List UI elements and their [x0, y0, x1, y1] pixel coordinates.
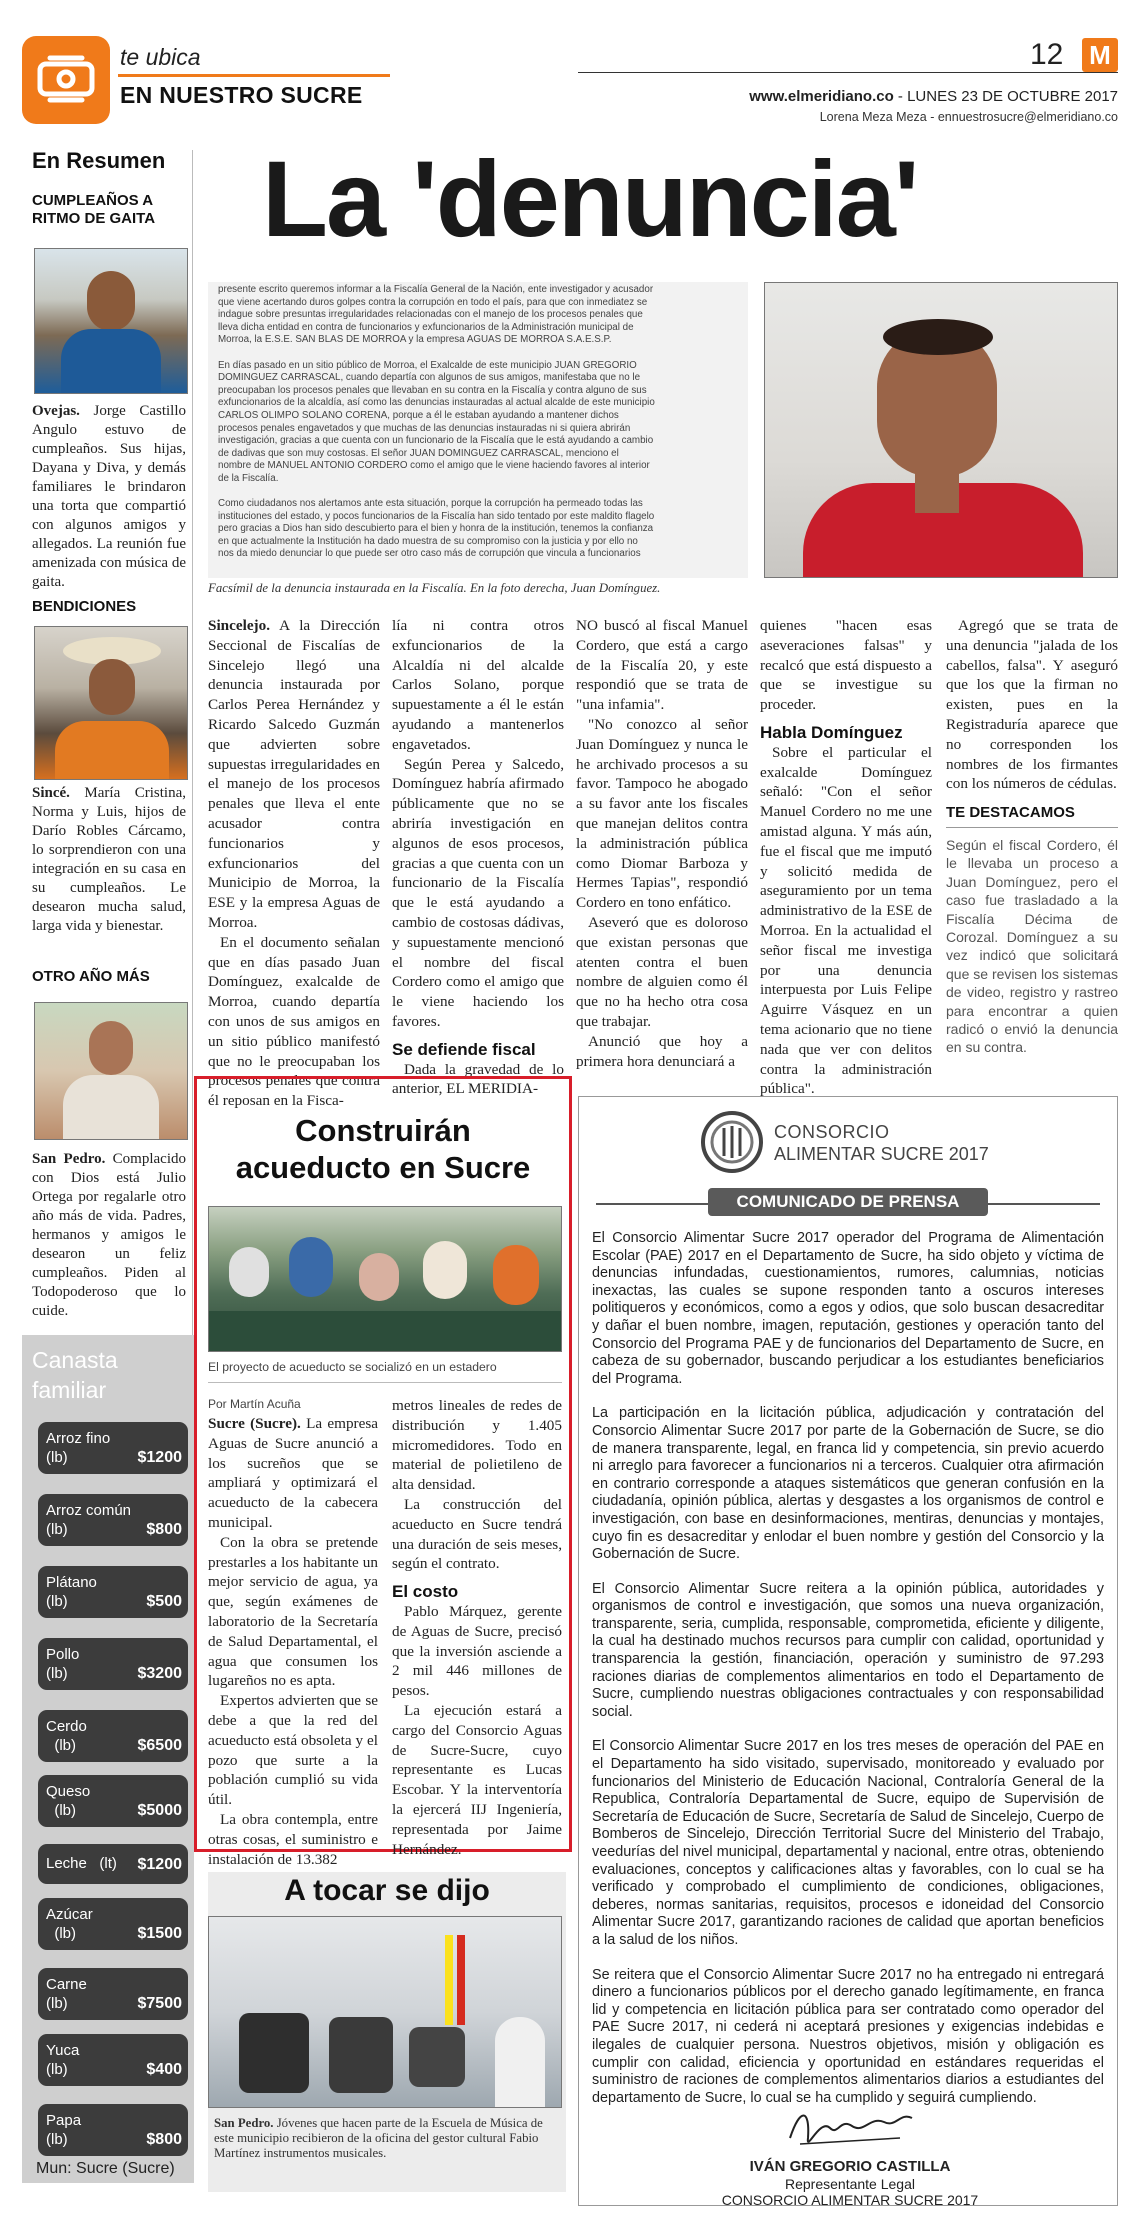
facsimile-line: procesos penales engavetados y que muchas de las denuncias instauradas ni si quiera abrirán — [218, 422, 631, 434]
te-destacamos-title: TE DESTACAMOS — [946, 804, 1075, 821]
price-row: Leche (lt) $1200 — [38, 1844, 188, 1884]
price-row: Yuca (lb) $400 — [38, 2034, 188, 2086]
consorcio-logo-line2: ALIMENTAR SUCRE 2017 — [774, 1144, 989, 1164]
price-value: $1200 — [137, 1856, 182, 1873]
price-row: Queso (lb) $5000 — [38, 1775, 188, 1827]
acueducto-caption-rule — [208, 1382, 562, 1383]
website: www.elmeridiano.co — [749, 88, 894, 105]
facsimile-line — [218, 347, 738, 360]
dateline-sincelejo: Sincelejo. — [208, 617, 271, 634]
canasta-title: Canasta familiar — [32, 1347, 118, 1403]
sidebar-place-3: San Pedro. — [32, 1151, 106, 1167]
facsimile-line: de dadivas que son muy costosas. El señor JUAN DOMINGUEZ CARRASCAL, menciono el — [218, 447, 619, 459]
comunicado-paragraph: Se reitera que el Consorcio Alimentar Sucre 2017 no ha entregado ni entregará dinero a funcionarios públicos por el derecho ganado legítimamente, en franca lid y competencia en licitación pública para ser contratado como operador del PAE Sucre 2017, ni cederá ni aceptará presiones y exigencias indebidas e ilegales de cualquier persona. Nuestros objetivos, misión y obligación es cumplir con calidad, eficiencia y oportunidad en estándares requeridas el suministro de raciones de complementos alimentarios diarios a estudiantes del departamento de Sucre, lo cual se ha cumplido y seguirá cumpliendo. — [592, 1966, 1104, 2106]
acueducto-col-1: Sucre (Sucre). La empresa Aguas de Sucre anunció a los sucreños que se ampliará y optimizará el acueducto de la cabecera municipal. Con la obra se pretende prestarles a los habitante un mejor servicio de agua, ya que, según exámenes de laboratorio de la Secretaría de Salud Departamental, el agua que consumen los lugareños no es apta. Expertos advierten que se debe a que la red del acueducto está obsoleta y el pozo que surte a la población cumplió su vida útil. La obra contempla, entre otras cosas, el suministro e instalación de 13.382 — [208, 1415, 378, 1868]
sidebar-place-1: Ovejas. — [32, 403, 80, 419]
facsimile-line: nos da miedo denunciar lo que puede ser otro caso más de corrupción que vincula a funcionarios — [218, 548, 641, 560]
header-divider — [578, 72, 1118, 73]
comunicado-banner: COMUNICADO DE PRENSA — [708, 1188, 988, 1216]
photo-dario-robles — [34, 626, 188, 780]
sidebar-heading-2: BENDICIONES — [32, 598, 137, 615]
facsimile-line: pero gracias a Dios han sido descubierto para el bien y honra de la institución, tenemos la confianza — [218, 523, 654, 535]
subhead-el-costo: El costo — [392, 1582, 459, 1602]
main-col-1: Sincelejo. A la Dirección Seccional de Fiscalías de Sincelejo llegó una denuncia instaurada por Carlos Perea Hernández y Ricardo Salcedo Guzmán que advierten sobre supuestas irregularidades en el manejo de los procesos penales que lleva el ente acusador contra funcionarios y exfuncionarios del Municipio de Morroa, la ESE y la empresa Aguas de Morroa. En el documento señalan que en días pasado Juan Domínguez, exalcalde de Morroa, cuando departía con unos de sus amigos en un sitio público manifestó que no le preocupaban los procesos penales que contra él reposan en la Fisca- — [208, 617, 380, 1110]
credit-line: Lorena Meza Meza - ennuestrosucre@elmeridiano.co — [819, 110, 1118, 124]
photo-acueducto-meeting — [208, 1206, 562, 1352]
te-destacamos-text: Según el fiscal Cordero, él le llevaba un proceso a Juan Domínguez, pero el caso fue trasladado a la Fiscalía Décima de Corozal. Domínguez a su vez indicó que solicitará que se revisen los sistemas de video, registro y rastreo para encontrar a quien radicó o envió la denuncia en su contra. — [946, 837, 1118, 1056]
facsimile-line: lleva dicha entidad en contra de funcionarios y exfuncionarios de la Administración municipal de — [218, 321, 634, 333]
facsimile-line: preocupaban los procesos penales que llevaban en su contra en la Fiscalía y contra alguno de sus — [218, 384, 647, 396]
date: - LUNES 23 DE OCTUBRE 2017 — [897, 88, 1118, 105]
facsimile-line: instituciones del estado, y pocos funcionarios de la Fiscalía han sido tentado por este maldito flagelo — [218, 510, 655, 522]
signature-mark — [780, 2098, 920, 2158]
consorcio-logo-line1: CONSORCIO — [774, 1122, 890, 1142]
brand-mark: M — [1089, 40, 1111, 70]
comunicado-body — [592, 1230, 1104, 2107]
photo-music-students — [208, 1916, 562, 2108]
main-col-4: quienes "hacen esas aseveraciones falsas" y recalcó que está dispuesto a que se investigue su proceder. Habla Domínguez Sobre el particular el exalcalde Domínguez señaló: "Con el señor Manuel Cordero no me une amistad alguna. Y más aún, fue el fiscal que me imputó y solicitó medida de aseguramiento por un tema administrativo de la ESE de Morroa. En la actualidad el señor fiscal me investiga por una denuncia interpuesta por Luis Felipe Aguirre Vásquez en un tema acionario que no tiene nada que ver con delitos contra la administración pública". — [760, 617, 932, 1098]
price-row: Azúcar (lb) $1500 — [38, 1898, 188, 1950]
consorcio-logo-icon — [700, 1110, 764, 1174]
canasta-municipality: Mun: Sucre (Sucre) — [36, 2160, 175, 2177]
te-destacamos-box — [946, 804, 1118, 1064]
main-photo-caption: Facsímil de la denuncia instaurada en la Fiscalía. En la foto derecha, Juan Domínguez. — [208, 581, 661, 595]
tocar-headline: A tocar se dijo — [284, 1874, 490, 1907]
tocar-caption: San Pedro. Jóvenes que hacen parte de la Escuela de Música de este municipio recibieron de la oficina del gestor cultural Fabio Martínez instrumentos musicales. — [214, 2116, 543, 2161]
price-row: Papa (lb) $800 — [38, 2104, 188, 2156]
subhead-se-defiende-fiscal: Se defiende fiscal — [392, 1039, 536, 1059]
price-value: $1200 — [137, 1449, 182, 1466]
sidebar-heading-3: OTRO AÑO MÁS — [32, 968, 150, 985]
section-logo — [22, 36, 110, 124]
price-value: $1500 — [137, 1925, 182, 1942]
facsimile-line: En días pasado en un sitio público de Morroa, el Exalcalde de este municipio JUAN GREGORIO — [218, 359, 637, 371]
photo-juan-dominguez — [764, 282, 1118, 578]
comunicado-paragraph: La participación en la licitación pública, adjudicación y contratación del Consorcio Alimentar Sucre 2017 por parte de la Gobernación de Sucre, se dio de manera transparente, legal, en franca lid y competencia, sin previo acuerdo ni arreglo para favorecer a funcionarios ni a terceros. Cualquier otra afirmación en contrario corresponde a ataques sistemáticos que generan confusión en la ciudadanía, opinión pública, alertas y desgastes a los organismos de control e investigación, con base en desinformaciones, mentiras, denuncias y montajes, cuyo fin es desacreditar y enlodar el buen nombre y gestión del Consorcio y la Gobernación de Sucre. — [592, 1405, 1104, 1563]
facsimile-line: indague sobre presuntas irregularidades relacionadas con el manejo de los procesos penales que — [218, 309, 643, 321]
acueducto-col-2: metros lineales de redes de distribución y 1.405 micromedidores. Todo en material de polietileno de alta densidad. La construcción del acueducto en Sucre tendrá una duración de seis meses, según el contrato. El costo Pablo Márquez, gerente de Aguas de Sucre, precisó que la inversión asciende a 2 mil 446 millones de pesos. La ejecución estará a cargo del Consorcio Aguas de Sucre-Sucre, cuyo representante es Lucas Escobar. Y la interventoría la ejercerá IIJ Ingeniería, representada por Jaime Hernández. — [392, 1397, 562, 1858]
subhead-habla-dominguez: Habla Domínguez — [760, 722, 903, 742]
price-row: Plátano (lb) $500 — [38, 1566, 188, 1618]
sidebar-place-2: Sincé. — [32, 785, 70, 801]
signer-org: CONSORCIO ALIMENTAR SUCRE 2017 — [721, 2192, 979, 2208]
section-rule — [118, 74, 390, 77]
sidebar-heading-1: CUMPLEAÑOS A RITMO DE GAITA — [32, 192, 156, 227]
main-col-3: NO buscó al fiscal Manuel Cordero, que está a cargo de la Fiscalía 20, y este respondió que se trata de "una infamia". "No conozco al señor Juan Domínguez y nunca le he archivado procesos a su favor. Tampoco he abogado a su favor ante los fiscales que manejan delitos contra la administración pública como Diomar Barboza y Hermes Tapias", respondió Cordero en tono enfático. Aseveró que es doloroso que existan personas que atenten contra el buen nombre de alguien como él que no ha hecho otra cosa que trabajar. Anunció que hoy a primera hora denunciará a — [576, 617, 748, 1070]
facsimile-line: nombre de MANUEL ANTONIO CORDERO como el amigo que le viene haciendo favores al interior — [218, 460, 650, 472]
main-col-5: Agregó que se trata de una denuncia "jalada de los cabellos, falsa". Y aseguró que los que la firman no existen, pues en la Registraduría aparece que no corresponden los nombres de los firmantes con los números de cédulas. — [946, 617, 1118, 793]
location-pin-icon — [36, 54, 96, 106]
sidebar-divider — [192, 150, 193, 1335]
signer-name: IVÁN GREGORIO CASTILLA — [749, 2158, 951, 2175]
page-number: 12 — [1030, 38, 1064, 71]
acueducto-headline: Construirán acueducto en Sucre — [235, 1113, 531, 1185]
price-value: $5000 — [137, 1802, 182, 1819]
signer-role: Representante Legal — [785, 2176, 915, 2192]
photo-jorge-castillo — [34, 248, 188, 394]
main-col-2: lía ni contra otros exfuncionarios de la Alcaldía ni del alcalde Carlos Solano, porque supuestamente a él le están ayudando a mantenerlos engavetados. Según Perea y Salcedo, Domínguez habría afirmado públicamente que no se abriría investigación en algunos de esos procesos, gracias a que cuenta con un funcionario de la Fiscalía que le está ayudando a cambio de costosas dádivas, y supuestamente mencionó el nombre del fiscal Cordero como el amigo que le viene haciendo los favores. Se defiende fiscal Dada la gravedad de lo anterior, EL MERIDIA- — [392, 617, 564, 1098]
price-value: $3200 — [137, 1665, 182, 1682]
facsimile-line: Morroa, la E.S.E. SAN BLAS DE MORROA y la empresa AGUAS DE MORROA S.A.E.S.P. — [218, 334, 612, 346]
price-value: $500 — [146, 1593, 182, 1610]
comunicado-paragraph: El Consorcio Alimentar Sucre reitera a la opinión pública, autoridades y organismos de control e investigación, que somos una nueva organización, transparente, seria, cumplida, responsable, comprometida, eficiente y diligente, la cual ha destinado muchos recursos para cumplir con calidad, oportunidad y transparencia la gestión, financiación, operación y suministro de 97.293 raciones diarias de complementos alimentarios en todo el Departamento de Sucre, cumpliendo nuestras obligaciones contractuales y con responsabilidad social. — [592, 1580, 1104, 1720]
price-value: $6500 — [137, 1737, 182, 1754]
price-row: Carne (lb) $7500 — [38, 1968, 188, 2020]
price-value: $800 — [146, 2131, 182, 2148]
sidebar-text-3: San Pedro. Complacido con Dios está Julio Ortega por regalarle otro año más de vida. Padres, hermanos y amigos le desearon un feliz cumpleaños. Piden al Todopoderoso que lo cuide. — [32, 1151, 186, 1319]
facsimile-line: Como ciudadanos nos alertamos ante esta situación, porque la corrupción ha permeado todas las — [218, 498, 643, 510]
facsimile-line: CARLOS OLIMPO SOLANO CORENA, porque a él le estaban ayudando a mantener dichos — [218, 409, 619, 421]
acueducto-photo-caption: El proyecto de acueducto se socializó en un estadero — [208, 1360, 497, 1374]
brand-logo — [1082, 38, 1118, 72]
facsimile-line: DOMINGUEZ CARRASCAL, cuando departía con algunos de sus amigos, manifestaba que no le — [218, 372, 641, 384]
facsimile-line: de la Fiscalía. — [218, 472, 279, 484]
sidebar-text-2: Sincé. María Cristina, Norma y Luis, hijos de Darío Robles Cárcamo, lo sorprendieron con una integración en su casa en su cumpleaños. Le desearon mucha salud, larga vida y bienestar. — [32, 785, 186, 934]
facsimile-line: que viene acertando duros golpes contra la corrupción en todo el país, para que con inmediatez se — [218, 296, 648, 308]
dateline — [700, 88, 1118, 105]
sidebar-en-resumen — [22, 140, 188, 1335]
facsimile-line: investigación, gracias a que cuenta con un funcionario de la Fiscalía que le está ayudando a cambio — [218, 435, 654, 447]
price-value: $800 — [146, 1521, 182, 1538]
price-row: Cerdo (lb) $6500 — [38, 1710, 188, 1762]
facsimile-document — [208, 282, 748, 578]
section-kicker: te ubica — [120, 44, 201, 70]
acueducto-byline: Por Martín Acuña — [208, 1397, 301, 1411]
comunicado-paragraph: El Consorcio Alimentar Sucre 2017 en los tres meses de operación del PAE en el Departamento ha sido visitado, supervisado, monitoreado y evaluado por funcionarios del Ministerio de Educación Nacional, Contraloría General de la Republica, Contraloría Departamental de Sucre, equipo de Supervisión de Secretaría de Educación de Sucre, Secretaría de Salud de Sincelejo, Cuerpo de Bomberos de Sincelejo, Dirección Territorial Sucre del Ministerio del Trabajo, veedurías del nivel municipal, departamental y nacional, entre otras, obteniendo evaluaciones, conceptos y calificaciones altas y favorables, con lo cual se ha verificado y comprobado el cumplimiento de condiciones, obligaciones, deberes, normas sanitarias, requisitos, procesos e idoneidad del Consorcio Alimentar Sucre 2017, garantizando raciones de calidad que aportan beneficios a la salud de los niños. — [592, 1738, 1104, 1948]
main-headline: La 'denuncia' — [262, 138, 918, 259]
facsimile-line: exfuncionarios de la alcaldía, así como las denuncias instauradas al actual alcalde de este municipio — [218, 397, 655, 409]
sidebar-title: En Resumen — [32, 148, 166, 173]
price-value: $7500 — [137, 1995, 182, 2012]
dateline-sucre: Sucre (Sucre). — [208, 1415, 301, 1432]
price-row: Pollo (lb) $3200 — [38, 1638, 188, 1690]
facsimile-line: presente escrito queremos informar a la Fiscalía General de la Nación, ente investigador y acusador — [218, 284, 654, 295]
consorcio-logo — [700, 1110, 1000, 1176]
price-row: Arroz común (lb) $800 — [38, 1494, 188, 1546]
dateline-san-pedro: San Pedro. — [214, 2116, 274, 2130]
facsimile-line: en que actualmente la Institución ha dado muestra de su compromiso con la justicia y por ello no — [218, 535, 638, 547]
facsimile-line — [218, 486, 738, 499]
section-name: EN NUESTRO SUCRE — [120, 82, 363, 108]
sidebar-text-1: Ovejas. Jorge Castillo Angulo estuvo de cumpleaños. Sus hijas, Dayana y Diva, y demás familiares le brindaron una torta que compartió con algunos amigos y allegados. La reunión fue amenizada con música de gaita. — [32, 403, 186, 590]
comunicado-paragraph: El Consorcio Alimentar Sucre 2017 operador del Programa de Alimentación Escolar (PAE) 2017 en el Departamento de Sucre, ha sido objeto y víctima de denuncias infundadas, cuestionamientos, rumores, calumnias, noticias inexactas, las cuales se supone responden tanto a oscuros intereses politiqueros y económicos, como a egos y odios, que solo buscan desacreditar y dañar el buen nombre, imagen, reputación, gestiones y operación tanto del Consorcio del Programa PAE y de funcionarios del Departamento de Sucre, en cabeza de su gobernador, buscando perjudicar a los estudiantes beneficiarios del Programa. — [592, 1230, 1104, 1387]
photo-julio-ortega — [34, 1002, 188, 1140]
price-value: $400 — [146, 2061, 182, 2078]
facsimile-text — [218, 284, 738, 561]
price-row: Arroz fino (lb) $1200 — [38, 1422, 188, 1474]
